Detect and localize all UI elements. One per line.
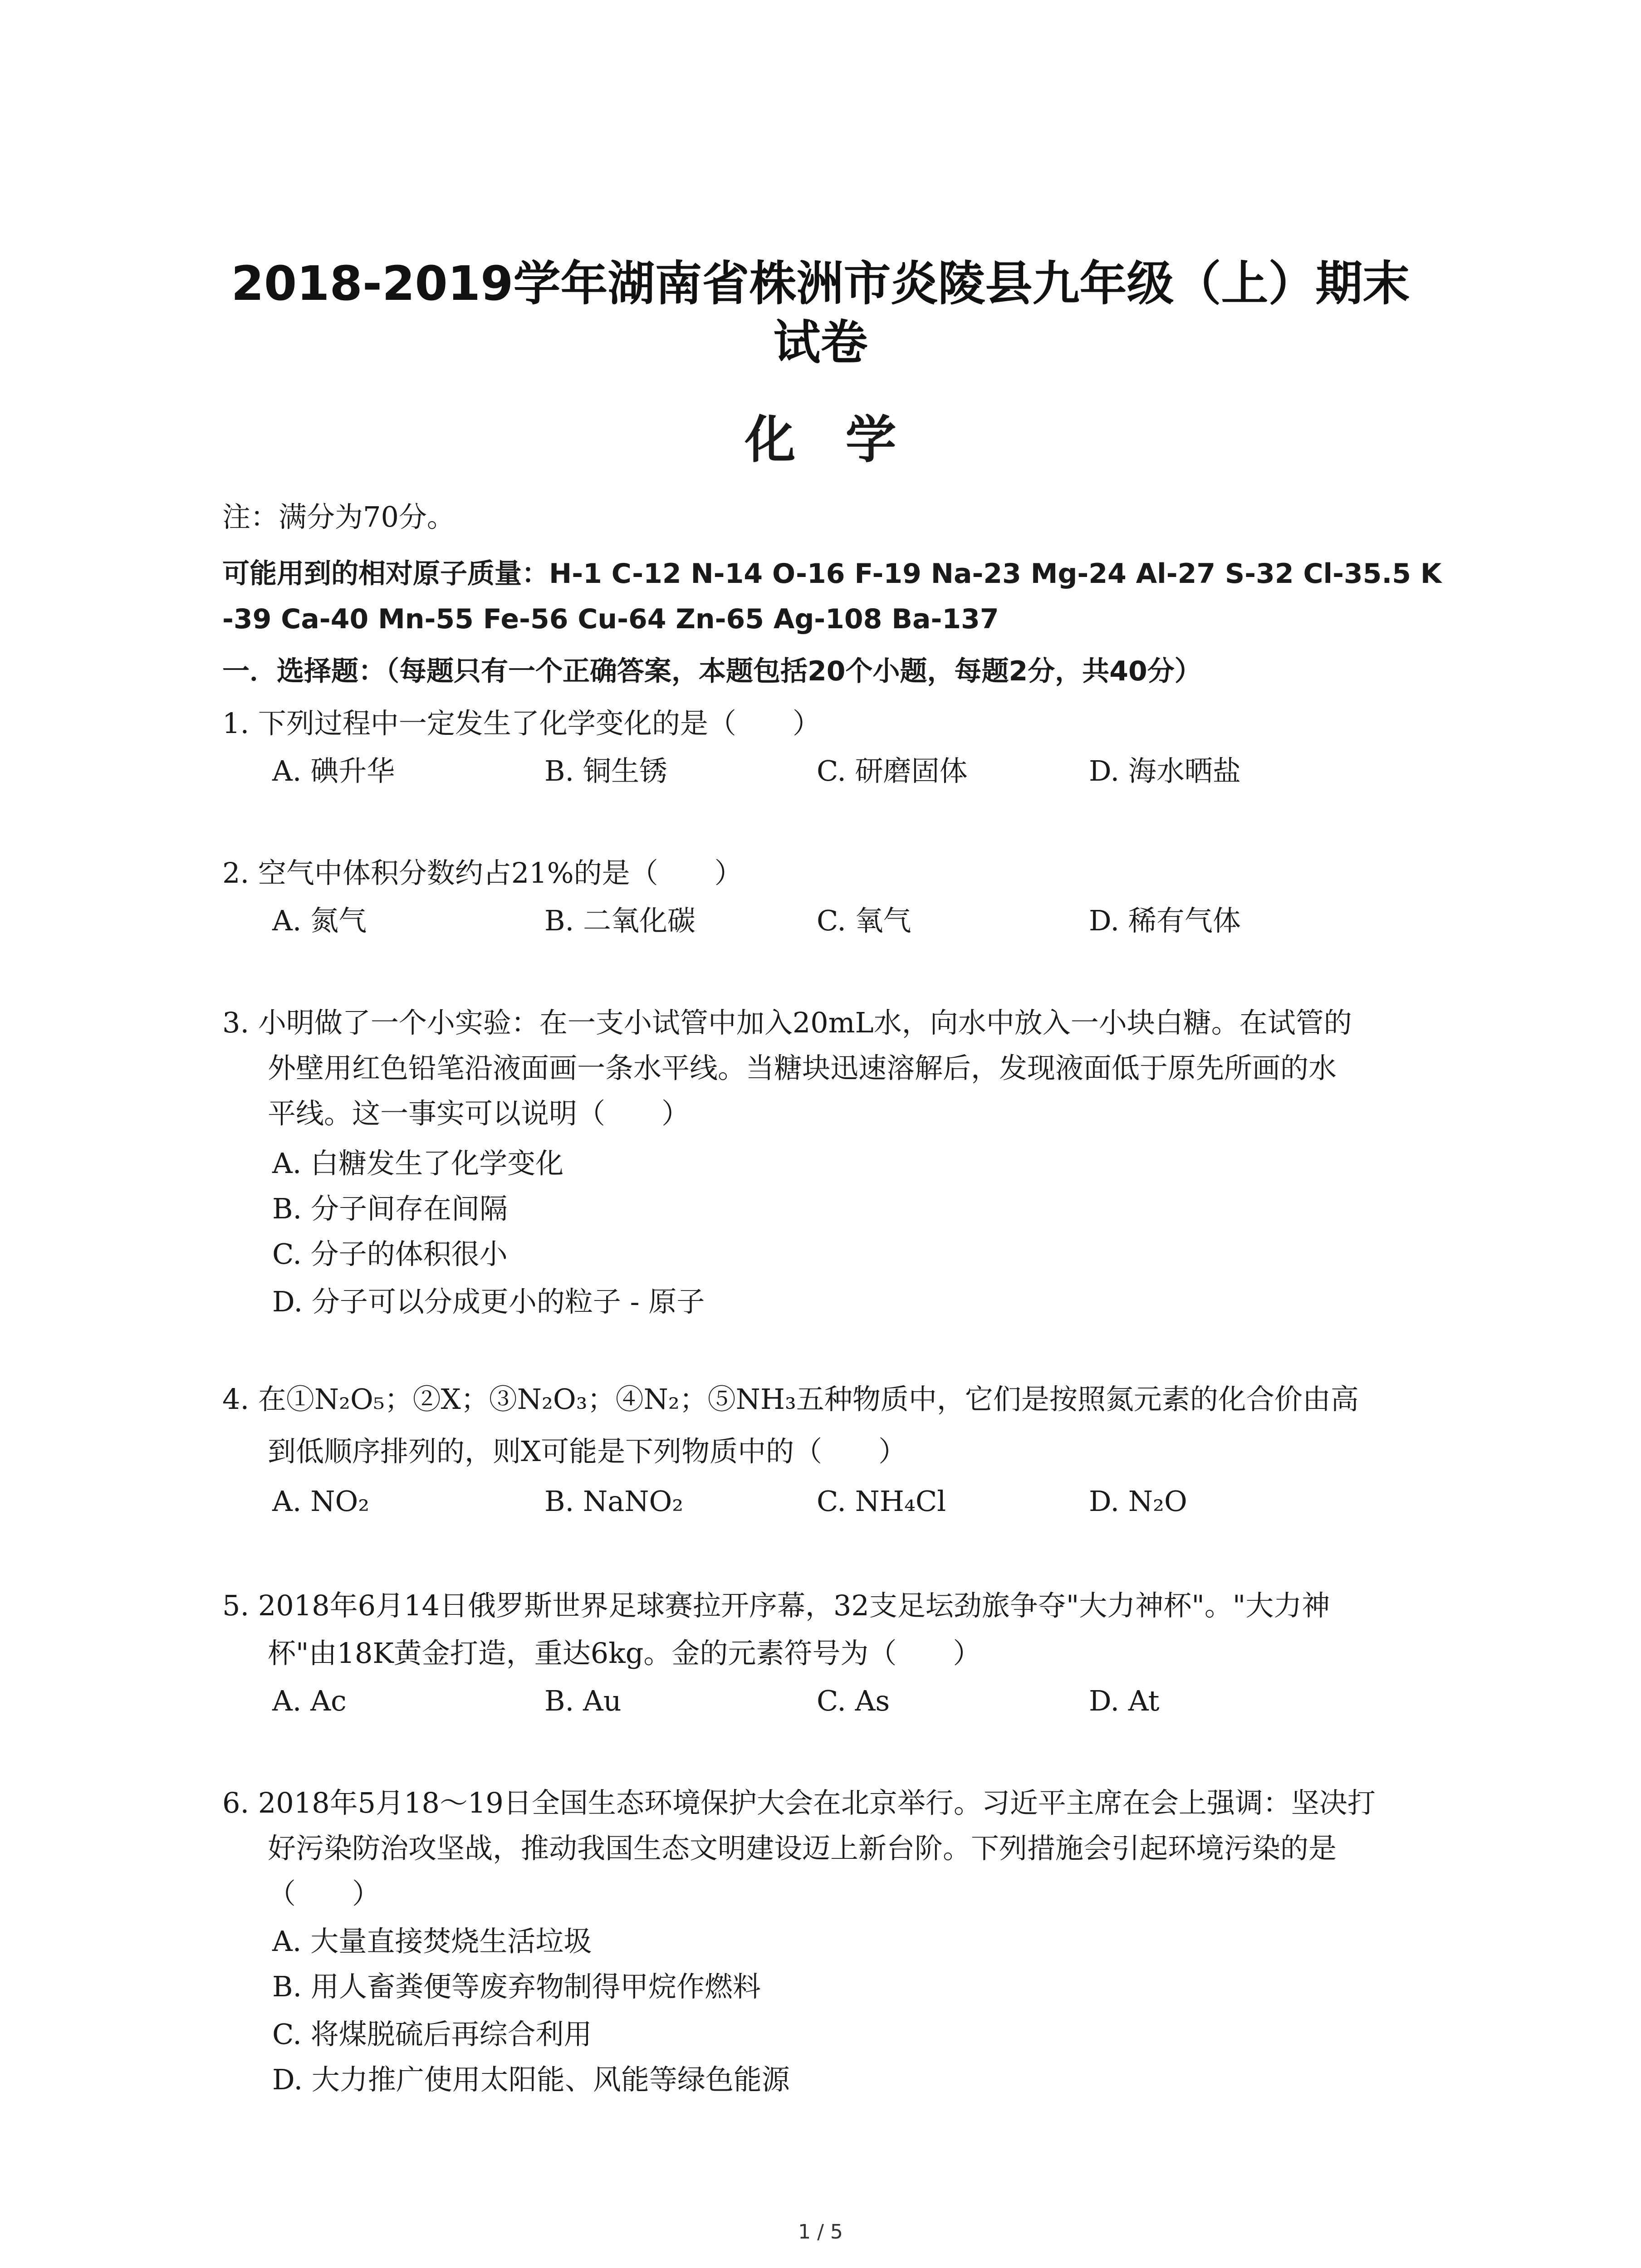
option-a: A. 碘升华 [272, 754, 395, 787]
atomic-mass-line2: -39 Ca-40 Mn-55 Fe-56 Cu-64 Zn-65 Ag-108 Ba-137 [222, 603, 999, 635]
option-d: D. 分子可以分成更小的粒子 - 原子 [272, 1285, 705, 1318]
question-stem: 5. 2018年6月14日俄罗斯世界足球赛拉开序幕，32支足坛劲旅争夺"大力神杯"。"大力神 [222, 1589, 1330, 1622]
option-d: D. 稀有气体 [1089, 904, 1241, 937]
option-a: A. Ac [272, 1684, 347, 1717]
question-stem: 3. 小明做了一个小实验：在一支小试管中加入20mL水，向水中放入一小块白糖。在试管的 [222, 1006, 1352, 1039]
question-stem: 2. 空气中体积分数约占21%的是（ ） [222, 856, 743, 890]
option-b: B. 铜生锈 [544, 754, 667, 787]
question-stem: （ ） [268, 1877, 381, 1910]
score-note: 注：满分为70分。 [222, 500, 455, 533]
question-stem: 4. 在①N₂O₅；②X；③N₂O₃；④N₂；⑤NH₃五种物质中，它们是按照氮元素的化合价由高 [222, 1383, 1359, 1416]
option-d: D. 大力推广使用太阳能、风能等绿色能源 [272, 2063, 790, 2096]
option-d: D. 海水晒盐 [1089, 754, 1241, 787]
atomic-mass-line1: 可能用到的相对原子质量：H-1 C-12 N-14 O-16 F-19 Na-23 Mg-24 Al-27 S-32 Cl-35.5 K [222, 558, 1442, 590]
option-b: B. 分子间存在间隔 [272, 1192, 508, 1225]
page-number: 1 / 5 [798, 2220, 843, 2244]
question-stem: 好污染防治攻坚战，推动我国生态文明建设迈上新台阶。下列措施会引起环境污染的是 [268, 1832, 1337, 1865]
option-b: B. 用人畜粪便等废弃物制得甲烷作燃料 [272, 1970, 761, 2003]
option-a: A. 白糖发生了化学变化 [272, 1147, 564, 1180]
option-a: A. 氮气 [272, 904, 367, 937]
option-d: D. At [1089, 1684, 1160, 1717]
option-b: B. Au [544, 1684, 622, 1717]
question-stem: 外壁用红色铅笔沿液面画一条水平线。当糖块迅速溶解后，发现液面低于原先所画的水 [268, 1051, 1337, 1085]
question-stem: 6. 2018年5月18～19日全国生态环境保护大会在北京举行。习近平主席在会上强调：坚决打 [222, 1786, 1376, 1819]
option-c: C. 分子的体积很小 [272, 1237, 508, 1271]
option-c: C. As [817, 1684, 890, 1717]
option-d: D. N₂O [1089, 1485, 1187, 1518]
document-title-line2: 试卷 [773, 315, 868, 370]
option-c: C. 研磨固体 [817, 754, 968, 787]
question-stem: 杯"由18K黄金打造，重达6kg。金的元素符号为（ ） [268, 1637, 981, 1670]
option-b: B. NaNO₂ [544, 1485, 684, 1518]
section-heading: 一．选择题：（每题只有一个正确答案，本题包括20个小题，每题2分，共40分） [222, 655, 1202, 687]
option-a: A. 大量直接焚烧生活垃圾 [272, 1925, 592, 1958]
subject-heading: 化学 [745, 411, 946, 469]
question-stem: 到低顺序排列的，则X可能是下列物质中的（ ） [268, 1435, 907, 1468]
option-c: C. 氧气 [817, 904, 911, 937]
question-stem: 平线。这一事实可以说明（ ） [268, 1097, 690, 1130]
question-stem: 1. 下列过程中一定发生了化学变化的是（ ） [222, 707, 821, 740]
document-title-line1: 2018-2019学年湖南省株洲市炎陵县九年级（上）期末 [231, 256, 1410, 311]
option-a: A. NO₂ [272, 1485, 370, 1518]
option-b: B. 二氧化碳 [544, 904, 696, 937]
option-c: C. NH₄Cl [817, 1485, 946, 1518]
option-c: C. 将煤脱硫后再综合利用 [272, 2018, 592, 2051]
